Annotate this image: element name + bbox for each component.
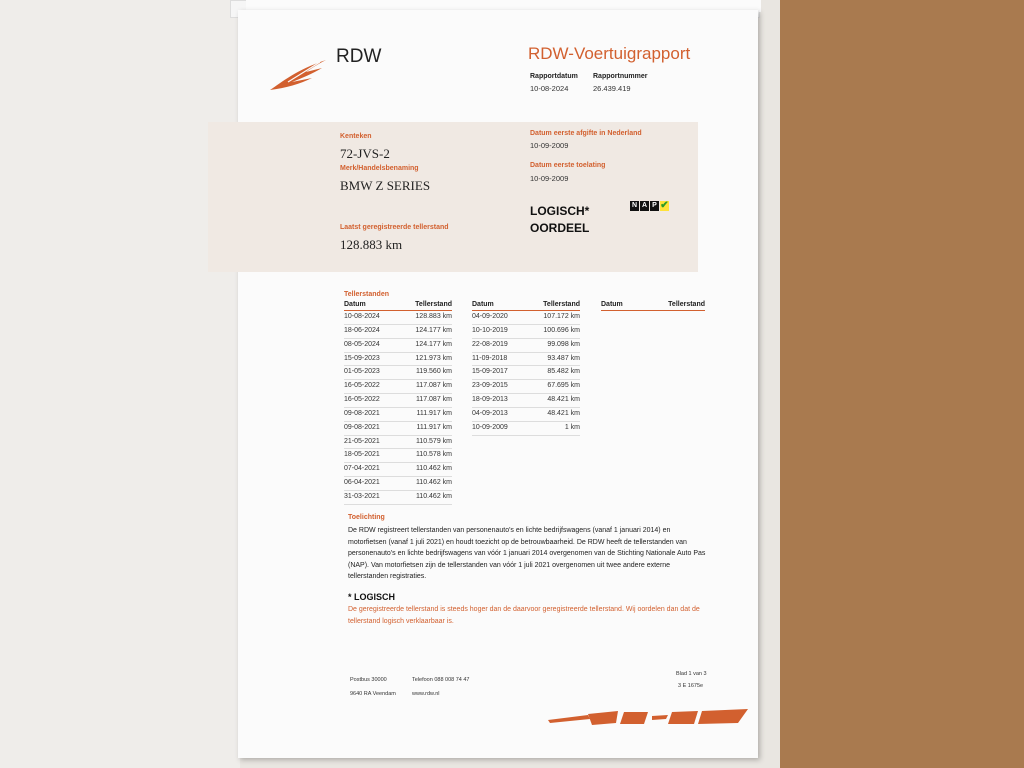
row-tellerstand: 110.462 km — [415, 492, 452, 500]
rapportnummer-label: Rapportnummer — [593, 73, 648, 80]
row-tellerstand: 99.098 km — [547, 340, 580, 348]
row-tellerstand: 1 km — [564, 423, 580, 431]
row-datum: 10-10-2019 — [472, 326, 508, 334]
table-row — [344, 463, 452, 477]
table-row — [344, 325, 452, 339]
table-row — [344, 449, 452, 463]
kenteken-label: Kenteken — [340, 133, 372, 140]
vehicle-info-band — [208, 122, 698, 272]
row-datum: 10-09-2009 — [472, 423, 508, 431]
row-tellerstand: 124.177 km — [415, 326, 452, 334]
nap-letter-p: P — [650, 201, 659, 211]
rapportdatum-value: 10-08-2024 — [530, 84, 569, 93]
rdw-speed-stripes-icon — [548, 706, 753, 730]
table-row — [344, 380, 452, 394]
table-row — [344, 353, 452, 367]
row-tellerstand: 67.695 km — [547, 382, 580, 390]
row-datum: 11-09-2018 — [472, 354, 508, 362]
row-datum: 16-05-2022 — [344, 382, 380, 390]
table-row — [344, 436, 452, 450]
row-tellerstand: 117.087 km — [415, 396, 452, 404]
table-row — [344, 339, 452, 353]
row-datum: 23-09-2015 — [472, 382, 508, 390]
header-tellerstand: Tellerstand — [668, 301, 705, 308]
row-tellerstand: 107.172 km — [543, 313, 580, 320]
column-header — [601, 301, 705, 311]
background-wood — [780, 0, 1024, 768]
rapportnummer-value: 26.439.419 — [593, 84, 631, 93]
table-row — [344, 408, 452, 422]
row-datum: 22-08-2019 — [472, 340, 508, 348]
tellerstanden-column-1 — [344, 301, 452, 505]
checkmark-icon: ✔ — [660, 200, 669, 211]
row-datum: 16-05-2022 — [344, 396, 380, 404]
logisch-title: * LOGISCH — [348, 592, 396, 602]
column-rows — [344, 311, 452, 505]
footer-telefoon: Telefoon 088 008 74 47 — [412, 677, 470, 683]
table-row — [344, 422, 452, 436]
row-datum: 31-03-2021 — [344, 492, 380, 500]
rdw-logo-icon — [268, 56, 330, 92]
row-tellerstand: 110.578 km — [415, 451, 452, 459]
row-tellerstand: 100.696 km — [543, 326, 580, 334]
nap-letter-a: A — [641, 202, 648, 209]
header-tellerstand: Tellerstand — [543, 301, 580, 308]
tellerstanden-column-2 — [472, 301, 580, 436]
verdict — [530, 203, 589, 237]
nap-letter-n: N — [631, 202, 638, 209]
table-row — [472, 353, 580, 367]
tellerstanden-column-3 — [601, 301, 705, 311]
row-datum: 06-04-2021 — [344, 479, 380, 487]
row-datum: 09-08-2021 — [344, 409, 380, 417]
table-row — [472, 325, 580, 339]
row-datum: 15-09-2023 — [344, 354, 380, 362]
table-row — [472, 366, 580, 380]
footer-code: 3 E 1675e — [678, 683, 704, 689]
rapportdatum-label: Rapportdatum — [530, 73, 578, 80]
footer-website: www.rdw.nl — [412, 691, 440, 697]
afgifte-label: Datum eerste afgifte in Nederland — [530, 130, 642, 137]
row-datum: 18-06-2024 — [344, 326, 380, 334]
row-tellerstand: 48.421 km — [547, 409, 580, 417]
table-row — [344, 394, 452, 408]
verdict-line2: OORDEEL — [530, 221, 590, 235]
table-row — [344, 366, 452, 380]
row-datum: 08-05-2024 — [344, 340, 380, 348]
header-datum: Datum — [601, 301, 623, 308]
footer-blad: Blad 1 van 3 — [676, 671, 707, 677]
row-tellerstand: 110.462 km — [415, 465, 452, 473]
row-tellerstand: 117.087 km — [415, 382, 452, 390]
row-tellerstand: 111.917 km — [416, 423, 452, 431]
logo-text: RDW — [336, 46, 382, 67]
row-tellerstand: 110.462 km — [415, 479, 452, 487]
table-row — [344, 311, 452, 325]
row-tellerstand: 85.482 km — [547, 368, 580, 376]
row-tellerstand: 121.973 km — [415, 354, 452, 362]
report-title: RDW-Voertuigrapport — [528, 44, 691, 63]
afgifte-value: 10-09-2009 — [530, 141, 569, 150]
table-row — [344, 477, 452, 491]
header-datum: Datum — [472, 301, 494, 308]
table-row — [472, 422, 580, 436]
report-page — [238, 10, 758, 758]
row-tellerstand: 124.177 km — [415, 340, 452, 348]
footer-postbus: Postbus 30000 — [350, 677, 387, 683]
row-datum: 01-05-2023 — [344, 368, 380, 376]
row-datum: 18-05-2021 — [344, 451, 380, 459]
row-tellerstand: 110.579 km — [415, 437, 452, 445]
row-datum: 04-09-2020 — [472, 313, 508, 320]
column-header — [472, 301, 580, 311]
row-datum: 18-09-2013 — [472, 396, 508, 404]
table-row — [472, 311, 580, 325]
teller-value: 128.883 km — [340, 237, 403, 252]
logisch-text: De geregistreerde tellerstand is steeds hoger dan de daarvoor geregistreerde tellerstand. Wij oordelen dan dat de tellerstand logisch verklaarbaar is. — [348, 606, 700, 625]
kenteken-value: 72-JVS-2 — [340, 146, 390, 161]
row-tellerstand: 119.560 km — [415, 368, 452, 376]
toelating-label: Datum eerste toelating — [530, 162, 606, 169]
teller-label: Laatst geregistreerde tellerstand — [340, 224, 449, 231]
row-tellerstand: 128.883 km — [415, 313, 452, 320]
row-datum: 09-08-2021 — [344, 423, 380, 431]
table-row — [472, 339, 580, 353]
toelichting-title: Toelichting — [348, 514, 385, 521]
header-datum: Datum — [344, 301, 366, 308]
merk-value: BMW Z SERIES — [340, 178, 431, 193]
row-datum: 10-08-2024 — [344, 313, 380, 320]
column-rows — [472, 311, 580, 436]
row-datum: 15-09-2017 — [472, 368, 508, 376]
table-row — [472, 408, 580, 422]
background-left — [0, 0, 240, 768]
verdict-line1: LOGISCH* — [530, 204, 590, 218]
row-datum: 07-04-2021 — [344, 465, 380, 473]
merk-label: Merk/Handelsbenaming — [340, 165, 419, 172]
toelichting-text: De RDW registreert tellerstanden van personenauto's en lichte bedrijfswagens (vanaf 1 januari 2014) en motorfietsen (vanaf 1 juli 2021) en houdt toezicht op de betrouwbaarheid. De RDW heeft de tellerstanden van personenauto's en lichte bedrijfswagens van vóór 1 januari 2014 overgenomen van de Stichting Nationale Auto Pas (NAP). Van motorfietsen zijn de tellerstanden van vóór 1 juli 2021 overgenomen uit twee andere externe tellerstanden registraties. — [348, 527, 706, 580]
row-datum: 21-05-2021 — [344, 437, 380, 445]
row-tellerstand: 111.917 km — [416, 409, 452, 417]
row-tellerstand: 93.487 km — [547, 354, 580, 362]
header-tellerstand: Tellerstand — [415, 301, 452, 308]
toelating-value: 10-09-2009 — [530, 174, 569, 183]
table-row — [472, 380, 580, 394]
tellerstanden-title: Tellerstanden — [344, 291, 389, 298]
column-header — [344, 301, 452, 311]
nap-badge — [630, 201, 669, 211]
table-row — [472, 394, 580, 408]
footer-plaats: 9640 RA Veendam — [350, 691, 396, 697]
row-datum: 04-09-2013 — [472, 409, 508, 417]
table-row — [344, 491, 452, 505]
row-tellerstand: 48.421 km — [547, 396, 580, 404]
